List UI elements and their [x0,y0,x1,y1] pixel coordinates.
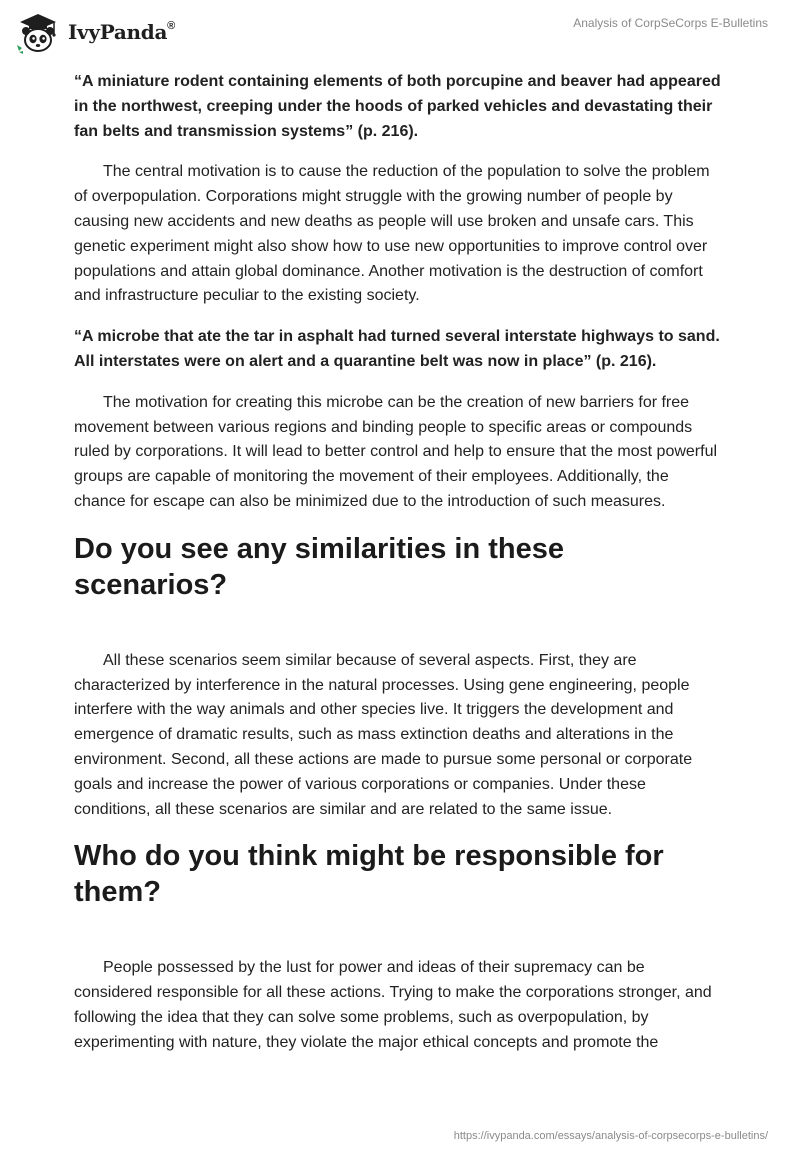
page-header [0,0,800,64]
brand-text: IvyPanda [68,20,168,44]
panda-graduate-icon [14,10,62,54]
essay-content [74,70,724,1072]
paragraph-similarities: All these scenarios seem similar because of several aspects. First, they are characterized by interference in the natural processes. Using gene engineering, people interfere with the way animals and other species live. It triggers the development and emergence of dramatic results, such as mass extinction deaths and alterations in the environment. Second, all these actions are made to pursue some personal or corporate goals and increase the power of various corporations or companies. Under these conditions, all these scenarios are similar and are related to the same issue. [74,651,693,818]
paragraph-microbe-motivation: The motivation for creating this microbe can be the creation of new barriers for free movement between various regions and binding people to specific areas or compounds ruled by corporations. It will lead to better control and help to ensure that the most powerful groups are capable of monitoring the movement of their employees. Additionally, the chance for escape can also be minimized due to the introduction of such measures. [74,393,718,510]
heading-responsibility: Who do you think might be responsible for them? [74,840,664,909]
quote-microbe: “A microbe that ate the tar in asphalt had turned several interstate highways to sand. All interstates were on alert and a quarantine belt was now in place” (p. 216). [74,328,720,370]
paragraph-responsibility: People possessed by the lust for power and ideas of their supremacy can be considered responsible for all these actions. Trying to make the corporations stronger, and following the idea that they can solve some problems, such as overpopulation, by experimenting with nature, they violate the major ethical concepts and promote the [74,959,712,1051]
registered-mark: ® [167,20,175,33]
brand-name [68,20,175,44]
source-url-link[interactable]: https://ivypanda.com/essays/analysis-of-corpsecorps-e-bulletins/ [453,1130,768,1142]
heading-similarities: Do you see any similarities in these scenarios? [74,532,564,601]
document-title: Analysis of CorpSeCorps E-Bulletins [573,16,768,30]
paragraph-population-motivation: The central motivation is to cause the reduction of the population to solve the problem of overpopulation. Corporations might struggle with the growing number of people by causing new accidents and new deaths as people will use broken and unsafe cars. This genetic experiment might also show how to use new opportunities to improve control over populations and attain global dominance. Another motivation is the destruction of comfort and infrastructure peculiar to the existing society. [74,163,710,305]
ivypanda-logo[interactable] [14,10,194,54]
quote-rodent: “A miniature rodent containing elements of both porcupine and beaver had appeared in the northwest, creeping under the hoods of parked vehicles and devastating their fan belts and transmission systems” (p. 216). [74,73,721,140]
